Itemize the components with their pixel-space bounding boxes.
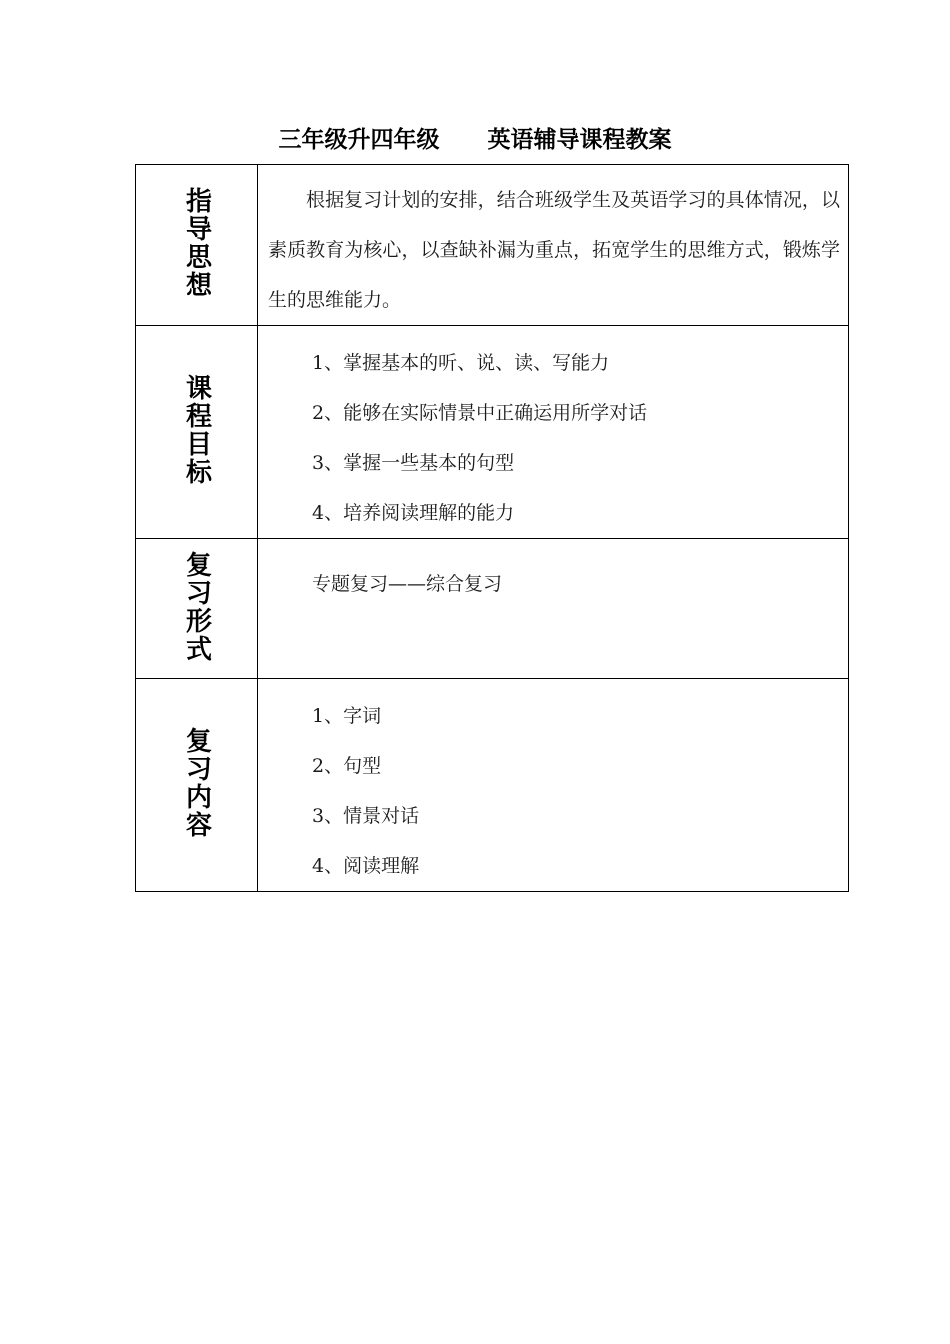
goals-content-cell bbox=[258, 326, 849, 539]
list-item: 3、掌握一些基本的句型 bbox=[312, 452, 515, 474]
guiding-content-cell bbox=[258, 165, 849, 326]
form-label: 复习形式 bbox=[181, 550, 212, 663]
guiding-label-cell bbox=[136, 165, 258, 326]
form-label-cell bbox=[136, 539, 258, 679]
content-row bbox=[136, 679, 849, 892]
content-label-cell bbox=[136, 679, 258, 892]
list-item: 4、培养阅读理解的能力 bbox=[312, 502, 515, 524]
guiding-text: 根据复习计划的安排，结合班级学生及英语学习的具体情况，以素质教育为核心，以查缺补漏为重点，拓宽学生的思维方式，锻炼学生的思维能力。 bbox=[268, 189, 840, 311]
list-item: 2、句型 bbox=[312, 755, 382, 777]
goals-list bbox=[258, 326, 848, 538]
list-item: 4、阅读理解 bbox=[312, 855, 420, 877]
list-item: 1、掌握基本的听、说、读、写能力 bbox=[312, 352, 610, 374]
list-item: 3、情景对话 bbox=[312, 805, 420, 827]
form-text: 专题复习——综合复习 bbox=[312, 573, 503, 595]
goals-label-cell bbox=[136, 326, 258, 539]
list-item: 1、字词 bbox=[312, 705, 382, 727]
form-content-cell bbox=[258, 539, 849, 679]
guiding-row bbox=[136, 165, 849, 326]
list-item: 2、能够在实际情景中正确运用所学对话 bbox=[312, 402, 648, 424]
form-row bbox=[136, 539, 849, 679]
content-list bbox=[258, 679, 848, 891]
goals-label: 课程目标 bbox=[181, 374, 212, 486]
goals-row bbox=[136, 326, 849, 539]
guiding-label: 指导思想 bbox=[181, 187, 212, 299]
page-title: 三年级升四年级 英语辅导课程教案 bbox=[278, 127, 672, 153]
content-content-cell bbox=[258, 679, 849, 892]
content-label: 复习内容 bbox=[181, 727, 212, 839]
lesson-plan-table bbox=[135, 164, 849, 892]
